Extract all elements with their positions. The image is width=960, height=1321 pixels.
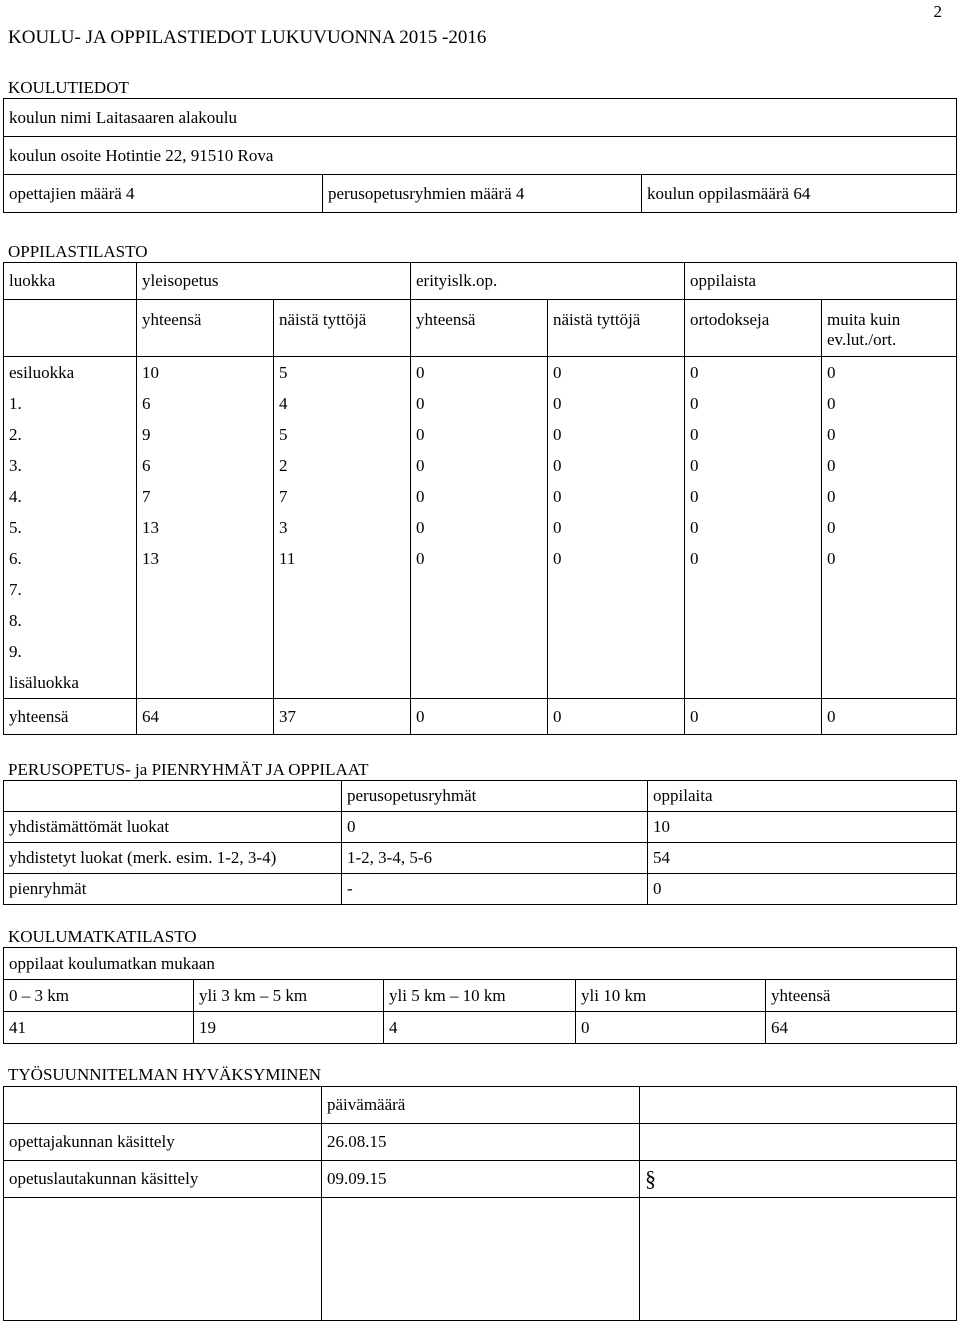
perus-header-cell: perusopetusryhmät bbox=[342, 781, 648, 812]
stat-cell: 3. bbox=[4, 450, 137, 481]
stat-cell: 0 bbox=[411, 450, 548, 481]
stat-cell bbox=[274, 636, 411, 667]
stat-cell bbox=[822, 636, 957, 667]
stat-total-cell: 0 bbox=[822, 699, 957, 735]
stat-cell bbox=[685, 636, 822, 667]
stat-cell: 3 bbox=[274, 512, 411, 543]
stat-cell: 0 bbox=[411, 419, 548, 450]
stat-total-cell: 0 bbox=[548, 699, 685, 735]
stat-row bbox=[4, 512, 957, 543]
stat-total-cell: yhteensä bbox=[4, 699, 137, 735]
tyo-cell: opetuslautakunnan käsittely bbox=[4, 1161, 322, 1198]
stat-cell bbox=[548, 636, 685, 667]
perus-cell: 1-2, 3-4, 5-6 bbox=[342, 843, 648, 874]
matka-header-cell: yli 10 km bbox=[576, 980, 766, 1012]
stat-cell: 0 bbox=[548, 450, 685, 481]
teacher-count: opettajien määrä 4 bbox=[4, 175, 323, 213]
stat-total-cell: 0 bbox=[411, 699, 548, 735]
stat-body bbox=[4, 357, 957, 699]
matka-value-cell: 64 bbox=[766, 1012, 957, 1044]
stat-cell bbox=[411, 667, 548, 699]
stat-cell bbox=[548, 605, 685, 636]
stat-cell: 6 bbox=[137, 388, 274, 419]
stat-cell: 0 bbox=[548, 481, 685, 512]
stat-cell: 0 bbox=[685, 388, 822, 419]
koulumatka-subheading: oppilaat koulumatkan mukaan bbox=[4, 948, 957, 980]
school-address: koulun osoite Hotintie 22, 91510 Rova bbox=[4, 137, 957, 175]
stat-header-cell: muita kuin ev.lut./ort. bbox=[822, 300, 957, 357]
stat-cell: 0 bbox=[548, 543, 685, 574]
tyo-cell: 26.08.15 bbox=[322, 1124, 640, 1161]
page-title: KOULU- JA OPPILASTIEDOT LUKUVUONNA 2015 -2016 bbox=[8, 27, 487, 48]
perus-header-cell bbox=[4, 781, 342, 812]
stat-row bbox=[4, 605, 957, 636]
stat-header-cell: oppilaista bbox=[685, 263, 957, 300]
stat-cell: 5 bbox=[274, 419, 411, 450]
stat-cell: 0 bbox=[822, 388, 957, 419]
tyo-empty-cell bbox=[4, 1198, 322, 1321]
school-name: koulun nimi Laitasaaren alakoulu bbox=[4, 99, 957, 137]
stat-header-cell: näistä tyttöjä bbox=[548, 300, 685, 357]
stat-cell: 0 bbox=[411, 543, 548, 574]
stat-row bbox=[4, 574, 957, 605]
stat-cell bbox=[137, 667, 274, 699]
stat-header-cell: luokka bbox=[4, 263, 137, 300]
stat-cell: 2 bbox=[274, 450, 411, 481]
stat-cell: 7. bbox=[4, 574, 137, 605]
stat-header-cell: ortodokseja bbox=[685, 300, 822, 357]
stat-row bbox=[4, 636, 957, 667]
stat-cell: 10 bbox=[137, 357, 274, 389]
matka-value-cell: 4 bbox=[384, 1012, 576, 1044]
stat-cell: 0 bbox=[685, 512, 822, 543]
stat-cell bbox=[685, 605, 822, 636]
stat-cell: 4 bbox=[274, 388, 411, 419]
perus-cell: pienryhmät bbox=[4, 874, 342, 905]
perus-row bbox=[4, 812, 957, 843]
tyo-cell bbox=[640, 1124, 957, 1161]
perus-row bbox=[4, 874, 957, 905]
stat-header-cell: erityislk.op. bbox=[411, 263, 685, 300]
stat-cell: 2. bbox=[4, 419, 137, 450]
tyo-empty-cell bbox=[322, 1198, 640, 1321]
koulutiedot-table bbox=[3, 98, 957, 213]
stat-header-cell: yhteensä bbox=[411, 300, 548, 357]
tyo-cell: § bbox=[640, 1161, 957, 1198]
stat-cell bbox=[274, 667, 411, 699]
stat-cell: 0 bbox=[548, 419, 685, 450]
perusopetus-table bbox=[3, 780, 957, 905]
stat-row bbox=[4, 450, 957, 481]
stat-row bbox=[4, 667, 957, 699]
stat-cell bbox=[548, 667, 685, 699]
stat-cell: 0 bbox=[685, 357, 822, 389]
tyo-cell: 09.09.15 bbox=[322, 1161, 640, 1198]
matka-header-cell: yhteensä bbox=[766, 980, 957, 1012]
section-heading-tyosuunnitelma: TYÖSUUNNITELMAN HYVÄKSYMINEN bbox=[8, 1065, 322, 1084]
perus-cell: - bbox=[342, 874, 648, 905]
perus-cell: yhdistämättömät luokat bbox=[4, 812, 342, 843]
tyo-empty-cell bbox=[640, 1198, 957, 1321]
stat-cell bbox=[411, 574, 548, 605]
stat-cell: 0 bbox=[685, 419, 822, 450]
stat-cell: 0 bbox=[822, 512, 957, 543]
stat-cell bbox=[685, 574, 822, 605]
perus-cell: yhdistetyt luokat (merk. esim. 1-2, 3-4) bbox=[4, 843, 342, 874]
section-heading-koulutiedot: KOULUTIEDOT bbox=[8, 78, 129, 97]
stat-cell: 0 bbox=[411, 388, 548, 419]
tyosuunnitelma-table bbox=[3, 1086, 957, 1321]
stat-cell: lisäluokka bbox=[4, 667, 137, 699]
perus-cell: 10 bbox=[648, 812, 957, 843]
stat-cell: 4. bbox=[4, 481, 137, 512]
stat-cell: 9. bbox=[4, 636, 137, 667]
stat-header-cell: näistä tyttöjä bbox=[274, 300, 411, 357]
stat-cell: 7 bbox=[274, 481, 411, 512]
perus-cell: 0 bbox=[648, 874, 957, 905]
oppilastilasto-table bbox=[3, 262, 957, 735]
matka-value-cell: 0 bbox=[576, 1012, 766, 1044]
stat-cell bbox=[685, 667, 822, 699]
stat-cell: 0 bbox=[822, 419, 957, 450]
stat-cell: 0 bbox=[411, 481, 548, 512]
stat-cell: 11 bbox=[274, 543, 411, 574]
stat-cell: 6. bbox=[4, 543, 137, 574]
stat-cell: 9 bbox=[137, 419, 274, 450]
stat-cell bbox=[274, 605, 411, 636]
stat-cell: 0 bbox=[822, 481, 957, 512]
stat-total-cell: 37 bbox=[274, 699, 411, 735]
perus-row bbox=[4, 843, 957, 874]
matka-value-cell: 19 bbox=[194, 1012, 384, 1044]
stat-cell bbox=[411, 636, 548, 667]
stat-cell bbox=[822, 574, 957, 605]
stat-cell: 13 bbox=[137, 512, 274, 543]
tyo-cell: opettajakunnan käsittely bbox=[4, 1124, 322, 1161]
stat-cell: 0 bbox=[822, 543, 957, 574]
pupil-count: koulun oppilasmäärä 64 bbox=[642, 175, 957, 213]
stat-total-cell: 64 bbox=[137, 699, 274, 735]
stat-cell bbox=[411, 605, 548, 636]
stat-cell: 13 bbox=[137, 543, 274, 574]
stat-cell: 0 bbox=[685, 450, 822, 481]
stat-cell: 7 bbox=[137, 481, 274, 512]
stat-cell: 0 bbox=[411, 512, 548, 543]
stat-cell: 0 bbox=[822, 450, 957, 481]
stat-cell bbox=[548, 574, 685, 605]
stat-cell bbox=[137, 636, 274, 667]
stat-row bbox=[4, 481, 957, 512]
stat-cell: esiluokka bbox=[4, 357, 137, 389]
matka-header-row bbox=[4, 980, 957, 1012]
stat-cell bbox=[137, 605, 274, 636]
section-heading-oppilastilasto: OPPILASTILASTO bbox=[8, 242, 148, 261]
stat-cell: 8. bbox=[4, 605, 137, 636]
stat-row bbox=[4, 419, 957, 450]
perus-header-row bbox=[4, 781, 957, 812]
stat-cell bbox=[274, 574, 411, 605]
stat-cell: 0 bbox=[411, 357, 548, 389]
tyo-header-cell bbox=[640, 1087, 957, 1124]
perus-body bbox=[4, 781, 957, 905]
stat-cell: 0 bbox=[685, 543, 822, 574]
page-number: 2 bbox=[933, 2, 942, 21]
stat-total-cell: 0 bbox=[685, 699, 822, 735]
stat-header-cell: yhteensä bbox=[137, 300, 274, 357]
stat-cell bbox=[822, 667, 957, 699]
stat-header-cell bbox=[4, 300, 137, 357]
tyo-header-cell bbox=[4, 1087, 322, 1124]
stat-cell: 0 bbox=[548, 357, 685, 389]
section-heading-koulumatka: KOULUMATKATILASTO bbox=[8, 927, 197, 946]
stat-cell: 5. bbox=[4, 512, 137, 543]
stat-row bbox=[4, 357, 957, 389]
stat-cell: 0 bbox=[548, 388, 685, 419]
matka-value-row bbox=[4, 1012, 957, 1044]
stat-cell: 5 bbox=[274, 357, 411, 389]
stat-cell: 0 bbox=[822, 357, 957, 389]
stat-row bbox=[4, 543, 957, 574]
group-count: perusopetusryhmien määrä 4 bbox=[323, 175, 642, 213]
stat-row bbox=[4, 388, 957, 419]
stat-cell bbox=[137, 574, 274, 605]
perus-cell: 54 bbox=[648, 843, 957, 874]
perus-cell: 0 bbox=[342, 812, 648, 843]
koulumatka-table bbox=[3, 947, 957, 1044]
tyo-header-cell: päivämäärä bbox=[322, 1087, 640, 1124]
matka-header-cell: yli 3 km – 5 km bbox=[194, 980, 384, 1012]
stat-cell bbox=[822, 605, 957, 636]
stat-header-cell: yleisopetus bbox=[137, 263, 411, 300]
stat-cell: 1. bbox=[4, 388, 137, 419]
stat-cell: 0 bbox=[548, 512, 685, 543]
stat-cell: 0 bbox=[685, 481, 822, 512]
matka-body bbox=[4, 980, 957, 1044]
matka-header-cell: yli 5 km – 10 km bbox=[384, 980, 576, 1012]
stat-cell: 6 bbox=[137, 450, 274, 481]
matka-value-cell: 41 bbox=[4, 1012, 194, 1044]
section-heading-perusopetus: PERUSOPETUS- ja PIENRYHMÄT JA OPPILAAT bbox=[8, 760, 369, 779]
perus-header-cell: oppilaita bbox=[648, 781, 957, 812]
matka-header-cell: 0 – 3 km bbox=[4, 980, 194, 1012]
